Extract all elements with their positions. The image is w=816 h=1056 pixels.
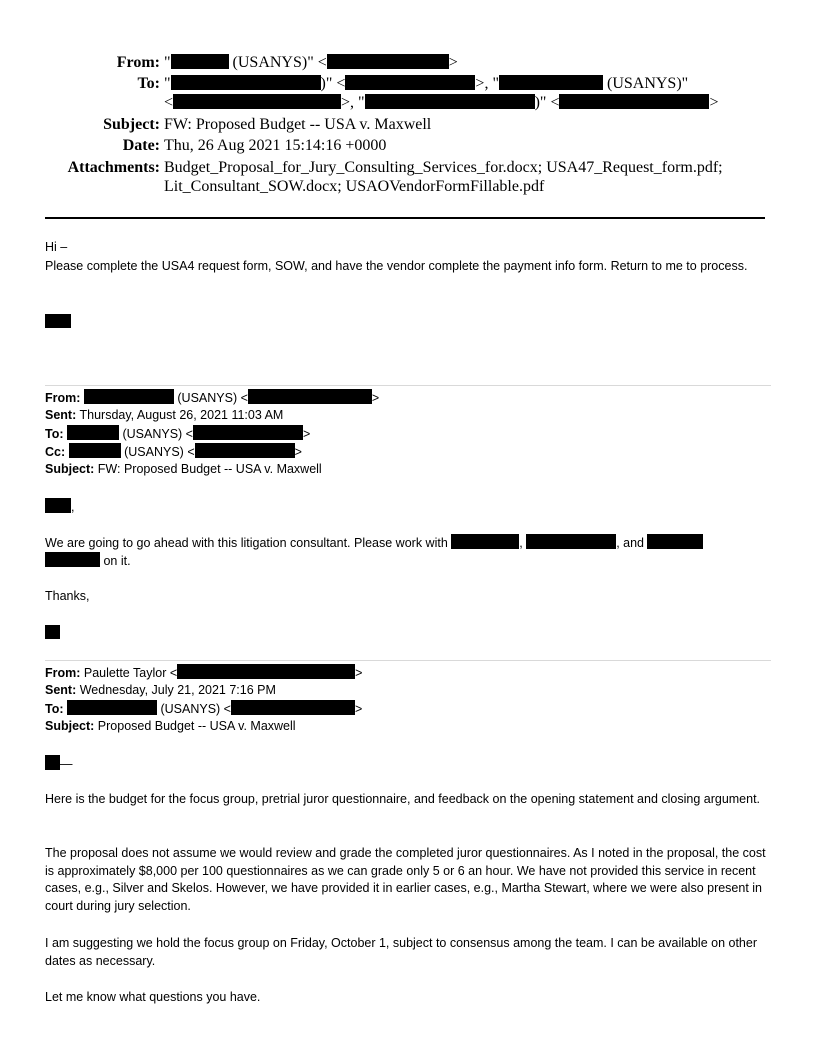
redaction bbox=[365, 94, 535, 109]
msg2-body-line2: on it. bbox=[45, 552, 131, 570]
msg3-paragraph-1: Here is the budget for the focus group, pretrial juror questionnaire, and feedback on the opening statement and closing argument. bbox=[45, 792, 761, 806]
msg2-thanks: Thanks, bbox=[45, 589, 90, 603]
redaction bbox=[173, 94, 341, 109]
redaction bbox=[193, 425, 303, 440]
msg3-paragraph-2: The proposal does not assume we would review and grade the completed juror questionnaires. As I noted in the proposal, the cost is approximately $8,000 per 100 questionnaires as we can grade only 5 or 6 an hour. We have not provided this service in recent cases, e.g., Silver and Skelos. However, we have provided it in earlier cases, e.g., Martha Stewart, where we were also present in court during jury selection. bbox=[45, 846, 766, 913]
msg3-to: To: (USANYS) < > bbox=[45, 702, 363, 716]
msg2-subject: Subject: FW: Proposed Budget -- USA v. Maxwell bbox=[45, 462, 322, 476]
attachments-label: Attachments: bbox=[67, 159, 160, 176]
msg2-sent: Sent: Thursday, August 26, 2021 11:03 AM bbox=[45, 408, 284, 422]
redaction bbox=[327, 54, 449, 69]
redaction bbox=[195, 443, 295, 458]
msg3-sent: Sent: Wednesday, July 21, 2021 7:16 PM bbox=[45, 683, 276, 697]
msg2-cc: Cc: (USANYS) < > bbox=[45, 445, 302, 459]
redaction bbox=[45, 552, 100, 567]
subject-label: Subject: bbox=[103, 116, 160, 133]
redaction bbox=[647, 534, 703, 549]
header-divider bbox=[45, 217, 765, 219]
to-value-line1: " )" < >, " (USANYS)" bbox=[164, 75, 689, 92]
msg3-from: From: Paulette Taylor < > bbox=[45, 666, 363, 680]
redaction bbox=[451, 534, 519, 549]
msg2-to: To: (USANYS) < > bbox=[45, 427, 311, 441]
date-value: Thu, 26 Aug 2021 15:14:16 +0000 bbox=[164, 137, 387, 154]
msg2-from: From: (USANYS) < > bbox=[45, 391, 380, 405]
redaction bbox=[84, 389, 174, 404]
redaction bbox=[177, 664, 355, 679]
signature-redaction bbox=[45, 314, 71, 328]
msg3-paragraph-4: Let me know what questions you have. bbox=[45, 990, 261, 1004]
redaction bbox=[67, 425, 119, 440]
message-separator bbox=[45, 660, 771, 661]
attachments-line2: Lit_Consultant_SOW.docx; USAOVendorFormFillable.pdf bbox=[164, 178, 545, 195]
date-label: Date: bbox=[122, 137, 160, 154]
redaction bbox=[526, 534, 616, 549]
subject-value: FW: Proposed Budget -- USA v. Maxwell bbox=[164, 116, 432, 133]
redaction bbox=[248, 389, 372, 404]
redaction bbox=[67, 700, 157, 715]
redaction bbox=[231, 700, 355, 715]
msg3-subject: Subject: Proposed Budget -- USA v. Maxwell bbox=[45, 719, 296, 733]
from-label: From: bbox=[116, 54, 160, 71]
msg2-body-line1: We are going to go ahead with this litigation consultant. Please work with , , and bbox=[45, 534, 703, 552]
message-separator bbox=[45, 385, 771, 386]
redaction bbox=[69, 443, 121, 458]
msg1-greeting: Hi – bbox=[45, 240, 68, 254]
redaction bbox=[559, 94, 709, 109]
redaction bbox=[499, 75, 603, 90]
msg3-paragraph-3: I am suggesting we hold the focus group on Friday, October 1, subject to consensus among the team. I can be available on other dates as necessary. bbox=[45, 936, 757, 968]
to-label: To: bbox=[137, 75, 160, 92]
redaction bbox=[45, 498, 71, 513]
redaction bbox=[345, 75, 475, 90]
msg1-body: Please complete the USA4 request form, SOW, and have the vendor complete the payment info form. Return to me to process. bbox=[45, 259, 748, 273]
redaction bbox=[171, 75, 321, 90]
to-value-line2: < >, " )" < > bbox=[164, 94, 719, 111]
msg2-salutation: , bbox=[45, 498, 74, 516]
attachments-line1: Budget_Proposal_for_Jury_Consulting_Services_for.docx; USA47_Request_form.pdf; bbox=[164, 159, 723, 176]
redaction bbox=[45, 755, 60, 770]
msg3-salutation: — bbox=[45, 755, 73, 773]
from-value: " (USANYS)" < > bbox=[164, 54, 458, 71]
redaction bbox=[171, 54, 229, 69]
signature-redaction bbox=[45, 625, 60, 639]
